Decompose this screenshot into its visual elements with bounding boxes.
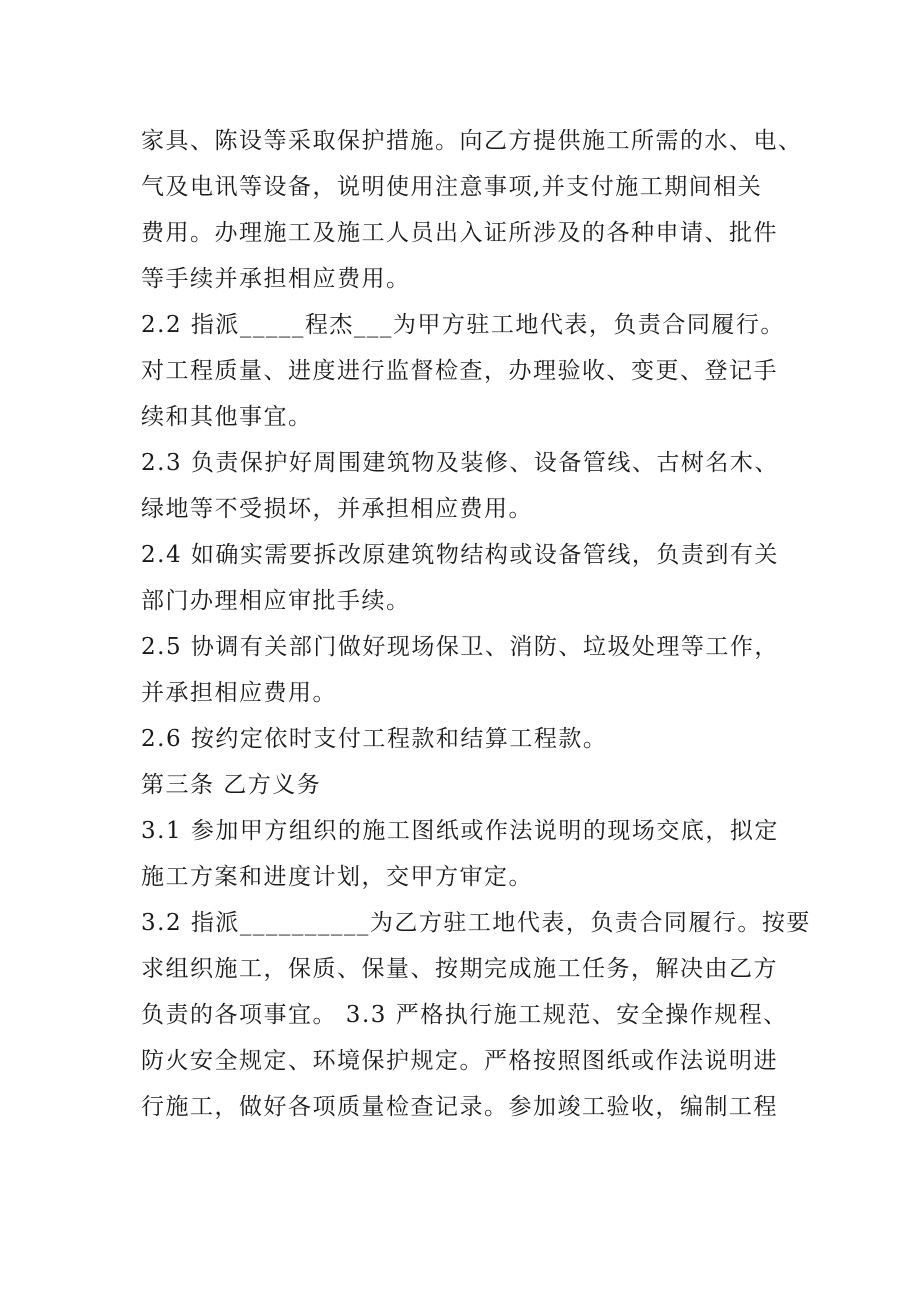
text-line: 施工方案和进度计划，交甲方审定。 [141,864,533,890]
section-heading-article-3: 第三条 乙方义务 [141,772,322,798]
clause-3-2-line: 3.2 指派__________为乙方驻工地代表，负责合同履行。按要 [141,910,811,936]
clause-2-2-line: 2.2 指派_____程杰___为甲方驻工地代表，负责合同履行。 [141,312,785,338]
text-line: 气及电讯等设备，说明使用注意事项,并支付施工期间相关 [141,174,763,200]
text-line: 绿地等不受损坏，并承担相应费用。 [141,496,533,522]
clause-2-5-line: 2.5 协调有关部门做好现场保卫、消防、垃圾处理等工作， [141,634,779,660]
clause-2-3-line: 2.3 负责保护好周围建筑物及装修、设备管线、古树名木、 [141,450,779,476]
text-line: 行施工，做好各项质量检查记录。参加竣工验收，编制工程 [141,1094,778,1120]
text-line: 并承担相应费用。 [141,680,337,706]
text-line: 部门办理相应审批手续。 [141,588,411,614]
clause-2-6-line: 2.6 按约定依时支付工程款和结算工程款。 [141,726,608,752]
text-line: 等手续并承担相应费用。 [141,266,411,292]
text-line: 防火安全规定、环境保护规定。严格按照图纸或作法说明进 [141,1048,778,1074]
clause-3-3-line: 负责的各项事宜。 3.3 严格执行施工规范、安全操作规程、 [141,1002,788,1028]
clause-2-4-line: 2.4 如确实需要拆改原建筑物结构或设备管线，负责到有关 [141,542,779,568]
text-line: 家具、陈设等采取保护措施。向乙方提供施工所需的水、电、 [141,128,803,154]
text-line: 费用。办理施工及施工人员出入证所涉及的各种申请、批件 [141,220,778,246]
text-line: 续和其他事宜。 [141,404,313,430]
document-body [141,118,821,1130]
clause-3-1-line: 3.1 参加甲方组织的施工图纸或作法说明的现场交底，拟定 [141,818,779,844]
text-line: 对工程质量、进度进行监督检查，办理验收、变更、登记手 [141,358,778,384]
text-line: 求组织施工，保质、保量、按期完成施工任务，解决由乙方 [141,956,778,982]
